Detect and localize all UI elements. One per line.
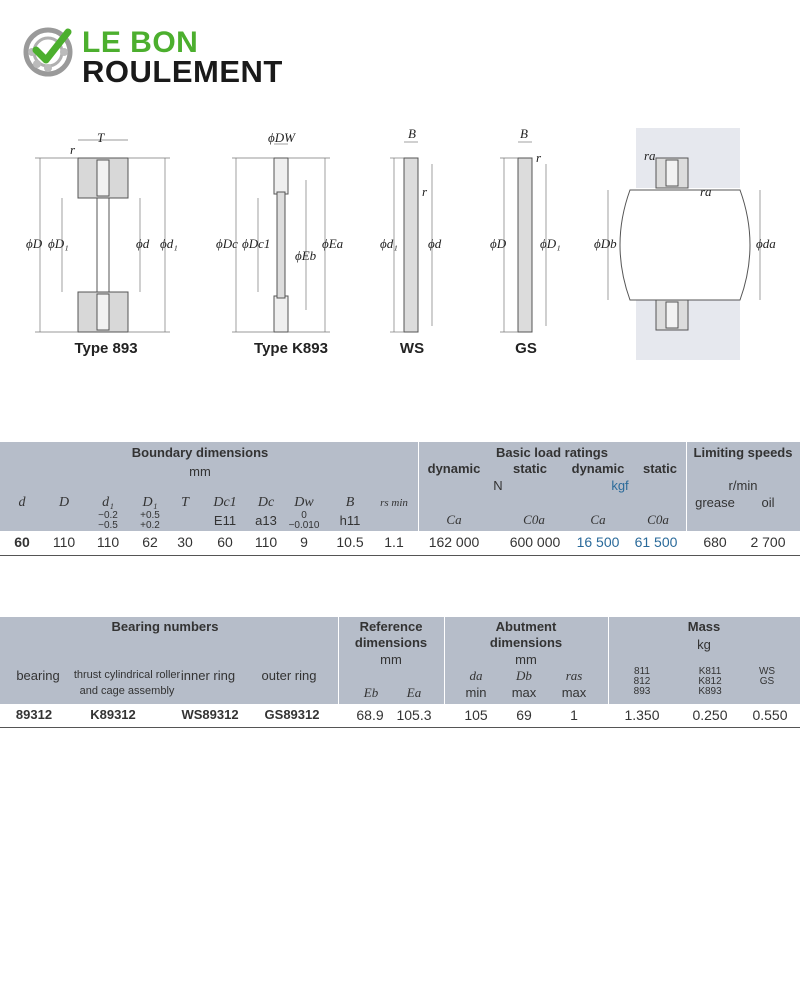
t893-d1-label: ϕd₁ [160,236,178,251]
val-Db: 69 [516,707,532,723]
col-C0a: C0a [523,512,545,527]
t893-D-label: ϕD [26,236,43,251]
abut-ra2-label: ra [700,184,712,199]
type-893-drawing [26,130,178,332]
val-assembly: K89312 [90,707,136,722]
col-B: B [345,495,355,510]
k893-Dc-label: ϕDc [216,236,238,251]
spec-table-2 [0,617,800,729]
limit-title: Limiting speeds [693,445,793,460]
k893-Ea-label: ϕEa [322,236,344,251]
ref-unit: mm [380,652,402,667]
col-Dc1: Dc1 [213,495,237,510]
tol-Dw-top: 0 [301,510,307,521]
mass-unit: kg [697,637,711,652]
gs-D1-label: ϕD₁ [540,236,561,251]
static-label-n: static [513,461,547,476]
col-bearing: bearing [16,668,60,683]
boundary-unit: mm [189,464,211,479]
val-inner: WS89312 [181,707,239,722]
val-D1: 62 [142,534,158,550]
col-da-min: min [465,685,487,700]
caption-ws: WS [399,340,425,357]
k893-Dw-label: ϕDW [268,130,295,145]
col-outer: outer ring [261,668,317,683]
val-T: 30 [177,534,193,550]
val-Ea: 105.3 [396,707,432,723]
ws-d1-label: ϕd₁ [380,236,398,251]
mass-col-811 [620,667,664,697]
load-title: Basic load ratings [496,445,608,460]
grease-label: grease [695,495,735,510]
dynamic-label-kgf: dynamic [571,461,625,476]
abut-Db-label: ϕDb [594,236,617,251]
val-d1: 110 [96,534,120,550]
boundary-title: Boundary dimensions [131,445,269,460]
mass-col-k811 [688,667,732,697]
abut-title-1: Abutment [495,619,557,634]
t893-d-label: ϕd [136,236,150,251]
oil-label: oil [761,495,775,510]
col-rs: rs min [380,497,408,509]
abut-title-2: dimensions [489,635,563,650]
gs-drawing [490,126,561,332]
col-ras-max: max [561,685,587,700]
col-T: T [181,495,189,510]
col-D1: D₁ [142,495,158,510]
mass-col-k811-b: K812 [698,676,722,687]
col-d1: d₁ [102,495,114,510]
val-oil: 2 700 [750,534,786,550]
val-bearing: 89312 [15,707,53,722]
val-Dc: 110 [254,534,278,550]
mass-col-811-c: 893 [633,686,651,697]
tol-d1-top: −0.2 [98,510,118,521]
ws-B-label: B [408,126,416,141]
ref-title-2: dimensions [354,635,428,650]
ref-title-1: Reference [359,619,423,634]
val-outer: GS89312 [264,707,320,722]
val-mass-3: 0.550 [752,707,788,723]
col-ras: ras [565,668,583,683]
col-Db: Db [516,668,532,683]
caption-type-k893: Type K893 [254,340,328,357]
k893-Eb-label: ϕEb [295,248,317,263]
val-Ca-kgf: 16 500 [576,534,620,550]
col-Eb: Eb [363,685,379,700]
t893-r-label: r [70,142,76,157]
mass-col-k811-c: K893 [698,686,722,697]
val-C0a-kgf: 61 500 [634,534,678,550]
val-Ca: 162 000 [428,534,480,550]
type-k893-drawing [216,130,344,332]
abut-unit: mm [515,652,537,667]
val-Eb: 68.9 [356,707,384,723]
ws-drawing [380,126,442,332]
mass-col-ws-b: GS [759,676,775,687]
val-da: 105 [464,707,488,723]
tol-D1-top: +0.5 [140,510,160,521]
val-mass-2: 0.250 [692,707,728,723]
col-da: da [469,668,483,683]
dynamic-label-n: dynamic [427,461,481,476]
col-Ca: Ca [446,512,462,527]
col-C0a-kgf: C0a [647,512,669,527]
mass-col-811-a: 811 [634,666,650,677]
val-D: 110 [52,534,76,550]
unit-rmin: r/min [728,478,758,493]
bearing-numbers-title: Bearing numbers [111,619,219,634]
spec-table-1 [0,442,800,560]
logo-line-1: LE BON [82,26,199,59]
ws-r-label: r [422,184,428,199]
abutment-drawing [594,128,776,360]
val-d: 60 [14,534,30,550]
unit-n: N [493,478,503,493]
abut-da-label: ϕda [756,236,776,251]
gs-r-label: r [536,150,542,165]
mass-col-ws [752,667,782,687]
watermark-logo [20,882,420,982]
col-Dc: Dc [257,495,275,510]
tol-Dw-bot: −0.010 [288,520,320,531]
val-grease: 680 [703,534,727,550]
col-assembly-2: and cage assembly [79,685,175,697]
col-Ca-kgf: Ca [590,512,606,527]
val-mass-1: 1.350 [624,707,660,723]
col-Dw: Dw [294,495,314,510]
abut-ra1-label: ra [644,148,656,163]
col-Db-max: max [511,685,537,700]
val-C0a: 600 000 [509,534,561,550]
tol-D1-bot: +0.2 [140,520,160,531]
mass-col-ws-a: WS [758,666,776,677]
col-Ea: Ea [406,685,422,700]
tol-Dc1: E11 [213,513,237,528]
col-assembly-1: thrust cylindrical roller [73,669,181,681]
val-Dc1: 60 [217,534,233,550]
col-D: D [58,495,70,510]
gs-D-label: ϕD [490,236,507,251]
mass-col-k811-a: K811 [698,666,722,677]
unit-kgf: kgf [611,478,629,493]
val-B: 10.5 [336,534,364,550]
mass-title: Mass [687,619,721,634]
col-inner: inner ring [180,668,236,683]
t893-T-label: T [97,130,105,145]
k893-Dc1-label: ϕDc1 [242,236,271,251]
gs-B-label: B [520,126,528,141]
val-Dw: 9 [300,534,308,550]
brand-logo [22,22,302,89]
val-ras: 1 [570,707,578,723]
tol-B: h11 [339,513,361,528]
tol-Dc: a13 [255,513,277,528]
static-label-kgf: static [643,461,677,476]
col-d: d [18,495,26,510]
caption-gs: GS [515,340,537,357]
ws-d-label: ϕd [428,236,442,251]
tol-d1-bot: −0.5 [98,520,118,531]
logo-line-2: ROULEMENT [82,54,283,89]
bearing-drawings [0,120,800,370]
mass-col-811-b: 812 [633,676,651,687]
val-rs: 1.1 [384,534,404,550]
caption-type-893: Type 893 [74,340,138,357]
t893-D1-label: ϕD₁ [48,236,69,251]
bearing-check-icon [22,22,78,78]
